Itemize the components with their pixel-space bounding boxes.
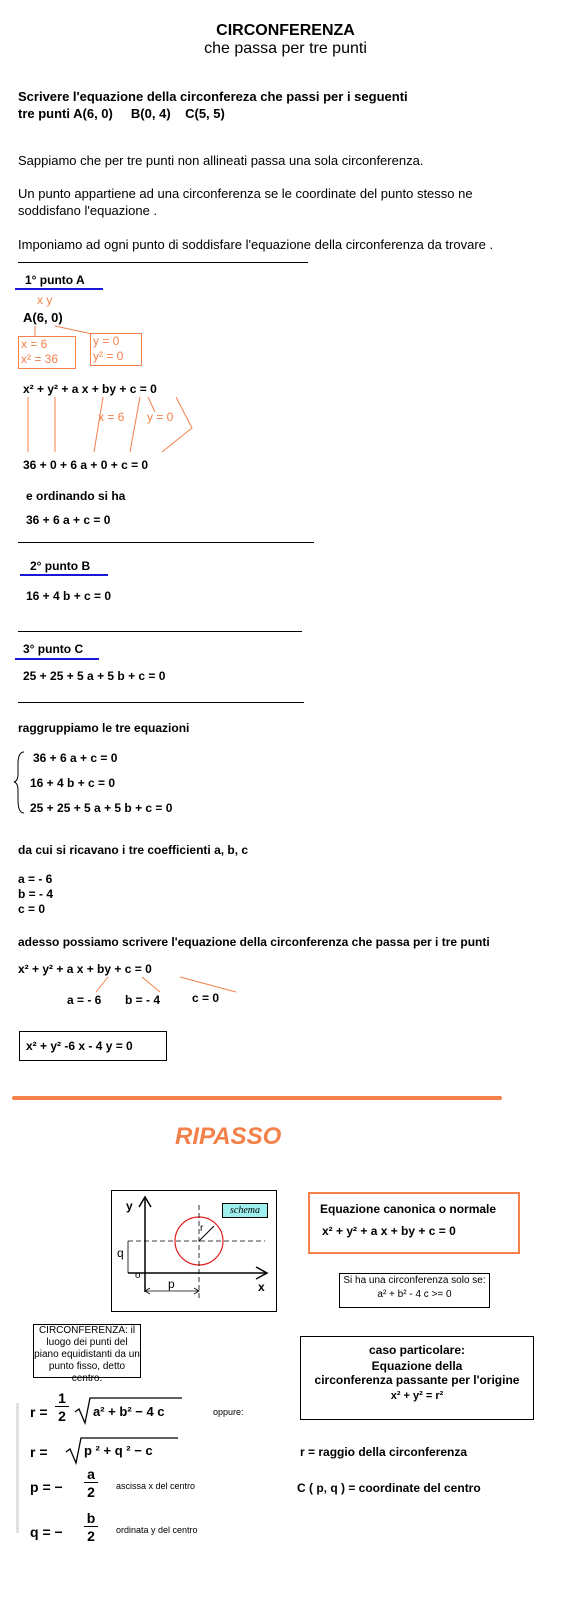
system-equation-1: 36 + 6 a + c = 0: [33, 751, 118, 765]
q-formula-lhs: q = −: [30, 1524, 63, 1540]
r-formula-fraction: $\frac{1}{2}$: [55, 1390, 69, 1425]
x-values-box: x = 6 x² = 36: [18, 336, 76, 369]
final-sub-c: c = 0: [192, 991, 220, 1005]
r-label: r: [200, 1223, 204, 1234]
canonical-title: Equazione canonica o normale: [320, 1202, 497, 1216]
connector-line: [55, 326, 92, 334]
xy-label: x y: [37, 293, 53, 307]
oppure-label: oppure:: [213, 1407, 244, 1417]
q-formula-fraction: $\frac{b}{2}$: [84, 1510, 98, 1545]
point-a-ordered-equation: 36 + 6 a + c = 0: [26, 513, 111, 527]
q-label: q: [117, 1246, 124, 1260]
special-line-2: Equazione della: [371, 1359, 463, 1373]
task-line-2: tre punti A(6, 0) B(0, 4) C(5, 5): [18, 106, 225, 121]
origin-label: o: [135, 1270, 141, 1281]
point-a-heading: 1° punto A: [25, 273, 85, 287]
sqrt-sign: [75, 1398, 182, 1423]
substitution-x: x = 6: [98, 410, 125, 424]
connector-line: [162, 397, 192, 452]
connector-line: [94, 397, 103, 452]
intro-paragraph-3: Imponiamo ad ogni punto di soddisfare l'equazione della circonferenza da trovare .: [18, 237, 494, 252]
special-line-3: circonferenza passante per l'origine: [314, 1373, 520, 1387]
r-meaning: r = raggio della circonferenza: [300, 1445, 468, 1459]
system-label: raggruppiamo le tre equazioni: [18, 721, 190, 735]
center-meaning: C ( p, q ) = coordinate del centro: [297, 1481, 481, 1495]
sqrt-sign: [66, 1438, 178, 1463]
canonical-equation: x² + y² + a x + by + c = 0: [322, 1224, 456, 1238]
intro-paragraph-2-line-1: Un punto appartiene ad una circonferenza se le coordinate del punto stesso ne: [18, 186, 473, 201]
condition-line-2: a² + b² - 4 c >= 0: [377, 1289, 452, 1300]
system-equation-3: 25 + 25 + 5 a + 5 b + c = 0: [30, 801, 173, 815]
q-note: ordinata y del centro: [116, 1525, 198, 1535]
system-brace: [14, 752, 24, 813]
result-equation: x² + y² -6 x - 4 y = 0: [26, 1039, 133, 1053]
r2-formula-radicand: p ² + q ² − c: [84, 1443, 153, 1458]
special-equation: x² + y² = r²: [390, 1390, 444, 1402]
p-formula-fraction: $\frac{a}{2}$: [84, 1466, 98, 1501]
axis-x-label: x: [258, 1280, 265, 1294]
schema-label: schema: [222, 1203, 268, 1218]
condition-line-1: Si ha una circonferenza solo se:: [343, 1275, 486, 1286]
final-sub-a: a = - 6: [67, 993, 102, 1007]
schema-axes: [128, 1197, 267, 1300]
special-line-1: caso particolare:: [368, 1343, 466, 1357]
connector-line: [142, 977, 160, 992]
axis-y-label: y: [126, 1199, 133, 1213]
radius-line: [199, 1226, 214, 1241]
point-b-heading: 2° punto B: [30, 559, 91, 573]
system-equation-2: 16 + 4 b + c = 0: [30, 776, 116, 790]
final-sub-b: b = - 4: [125, 993, 161, 1007]
substituted-equation: 36 + 0 + 6 a + 0 + c = 0: [23, 458, 149, 472]
coefficients-label: da cui si ricavano i tre coefficienti a, b, c: [18, 843, 249, 857]
connector-line: [148, 397, 155, 412]
point-c-equation: 25 + 25 + 5 a + 5 b + c = 0: [23, 669, 166, 683]
page-title: CIRCONFERENZA: [216, 22, 355, 39]
substitution-y: y = 0: [147, 410, 174, 424]
connector-line: [96, 977, 108, 992]
point-a-name: A(6, 0): [23, 310, 63, 325]
intro-paragraph-1: Sappiamo che per tre punti non allineati passa una sola circonferenza.: [18, 153, 424, 168]
p-label: p: [168, 1277, 175, 1291]
p-note: ascissa x del centro: [116, 1481, 196, 1491]
task-line-1: Scrivere l'equazione della circonfereza che passi per i seguenti: [18, 89, 408, 104]
ripasso-title: RIPASSO: [175, 1123, 282, 1150]
coefficient-c: c = 0: [18, 902, 46, 916]
connector-line: [180, 977, 236, 992]
intro-paragraph-2-line-2: soddisfano l'equazione .: [18, 203, 158, 218]
r-formula-lhs: r =: [30, 1404, 48, 1420]
page-subtitle: che passa per tre punti: [204, 40, 367, 57]
final-label: adesso possiamo scrivere l'equazione della circonferenza che passa per i tre punti: [18, 935, 490, 949]
radical-signs: [66, 1398, 182, 1463]
point-b-equation: 16 + 4 b + c = 0: [26, 589, 112, 603]
coefficient-a: a = - 6: [18, 872, 53, 886]
substitution-connectors: [28, 326, 236, 992]
circle-equation: x² + y² + a x + by + c = 0: [23, 382, 157, 396]
y-values-box: y = 0 y² = 0: [90, 333, 142, 366]
p-formula-lhs: p = −: [30, 1479, 63, 1495]
connector-line: [130, 397, 140, 452]
point-c-heading: 3° punto C: [23, 642, 84, 656]
ordering-label: e ordinando si ha: [26, 489, 126, 503]
final-general-equation: x² + y² + a x + by + c = 0: [18, 962, 152, 976]
coefficient-b: b = - 4: [18, 887, 54, 901]
definition-text: CIRCONFERENZA: il luogo dei punti del piano equidistanti da un punto fisso, detto centro.: [34, 1325, 140, 1384]
r2-formula-lhs: r =: [30, 1444, 48, 1460]
r-formula-radicand: a² + b² − 4 c: [93, 1404, 165, 1419]
